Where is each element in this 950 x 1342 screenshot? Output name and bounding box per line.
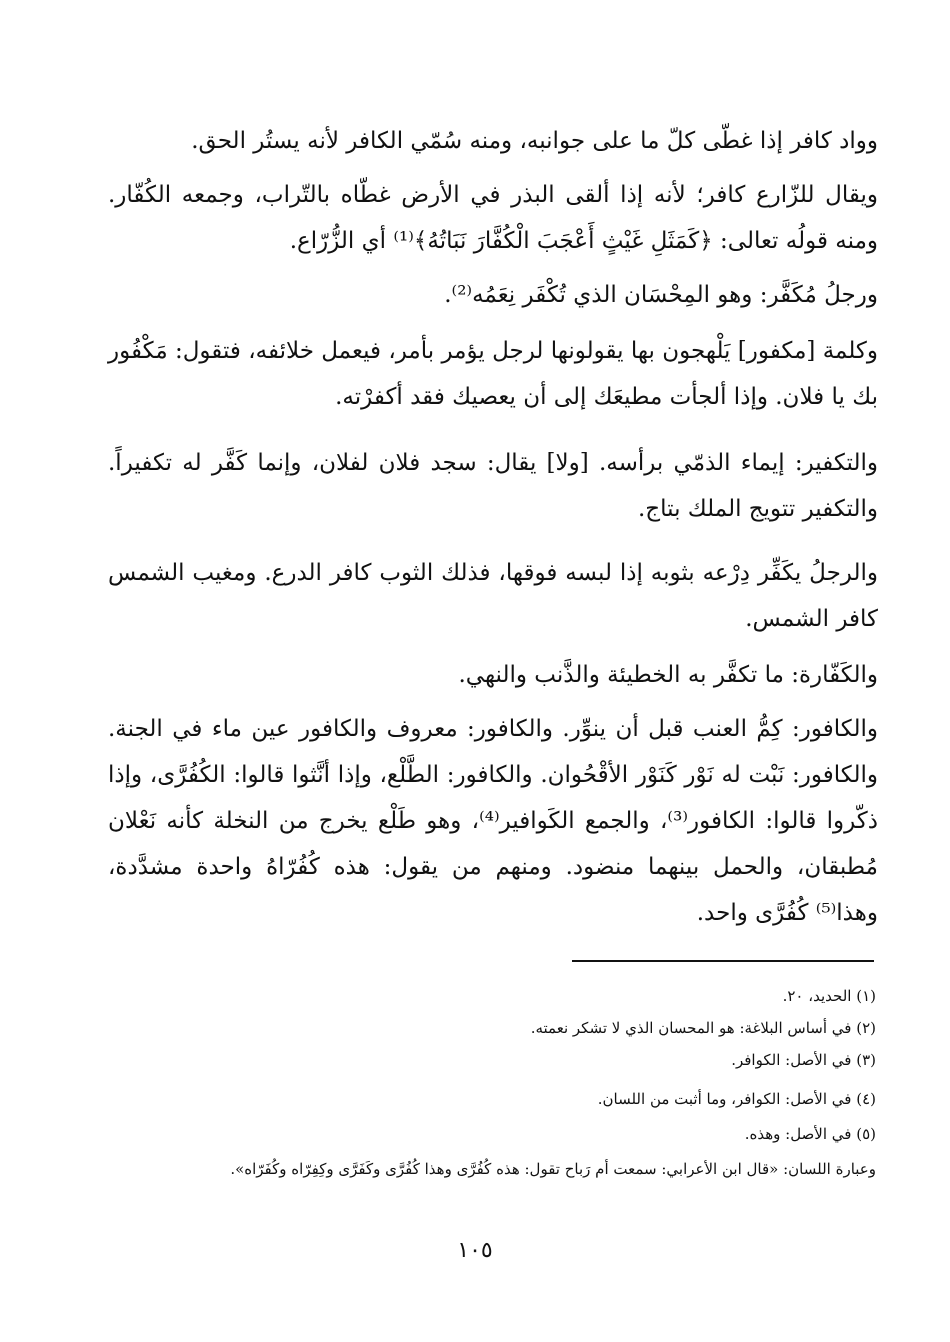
footnote-3: (٣) في الأصل: الكوافر. <box>731 1051 876 1069</box>
page-number: ١٠٥ <box>457 1238 493 1263</box>
paragraph-8: والكافور: كِمُّ العنب قبل أن ينوِّر. والكافور: معروف والكافور عين ماء في الجنة. والكافور: نَبْت له نَوْر كَنَوْر الأقْحُوان. والكافور: الطَّلْع، وإذا أنَّثوا قالوا: الكُفُرَّى، وإذا ذكّروا قالوا: الكافور⁽³⁾، والجمع الكَوافير⁽⁴⁾، وهو طَلْع يخرج من النخلة كأنه نَعْلان مُطبقان، والحمل بينهما منضود. ومنهم من يقول: هذه كُفُرّاهُ واحدة مشدَّدة، وهذا⁽⁵⁾ كُفُرَّى واحد. <box>108 716 878 926</box>
footnote-extra-quote: وعبارة اللسان: «قال ابن الأعرابي: سمعت أم رَباح تقول: هذه كُفُرَّى وهذا كُفُرَّى وكَفَرَّى وكِفِرّاه وكُفَرّاه». <box>230 1160 876 1178</box>
paragraph-3: ورجلُ مُكَفَّر: وهو المِحْسَان الذي تُكْفَر نِعَمُه⁽²⁾. <box>444 282 878 308</box>
paragraph-5: والتكفير: إيماء الذمّي برأسه. [ولا] يقال: سجد فلان لفلان، وإنما كَفَّر له تكفيراً. والتكفير تتويج الملك بتاج. <box>108 450 878 522</box>
paragraph-1: وواد كافر إذا غطّى كلّ ما على جوانبه، ومنه سُمّي الكافر لأنه يستُر الحق. <box>191 128 878 154</box>
paragraph-6: والرجلُ يكَفِّر دِرْعه بثوبه إذا لبسه فوقها، فذلك الثوب كافر الدرع. ومغيب الشمس كافر الشمس. <box>108 560 878 632</box>
footnote-4: (٤) في الأصل: الكوافر، وما أثبت من اللسان. <box>597 1090 876 1108</box>
footnote-1: (١) الحديد، ٢٠. <box>782 987 876 1005</box>
footnote-separator <box>572 960 874 962</box>
paragraph-4: وكلمة [مكفور] يَلْهجون بها يقولونها لرجل يؤمر بأمر، فيعمل خلائفه، فتقول: مَكْفُور بك يا فلان. وإذا ألجأت مطيعَك إلى أن يعصيك فقد أكفرْته. <box>108 338 878 410</box>
paragraph-7: والكَفّارة: ما تكفَّر به الخطيئة والذَّنب والنهي. <box>458 662 878 688</box>
footnote-2: (٢) في أساس البلاغة: هو المحسان الذي لا تشكر نعمته. <box>530 1019 876 1037</box>
paragraph-2: ويقال للزّارع كافر؛ لأنه إذا ألقى البذر في الأرض غطّاه بالتّراب، وجمعه الكُفّار. ومنه قولُه تعالى: ﴿كَمَثَلِ غَيْثٍ أَعْجَبَ الْكُفَّارَ نَبَاتُهُ﴾⁽¹⁾ أي الزُّرّاع. <box>108 182 878 254</box>
footnote-5: (٥) في الأصل: وهذه. <box>744 1125 876 1143</box>
